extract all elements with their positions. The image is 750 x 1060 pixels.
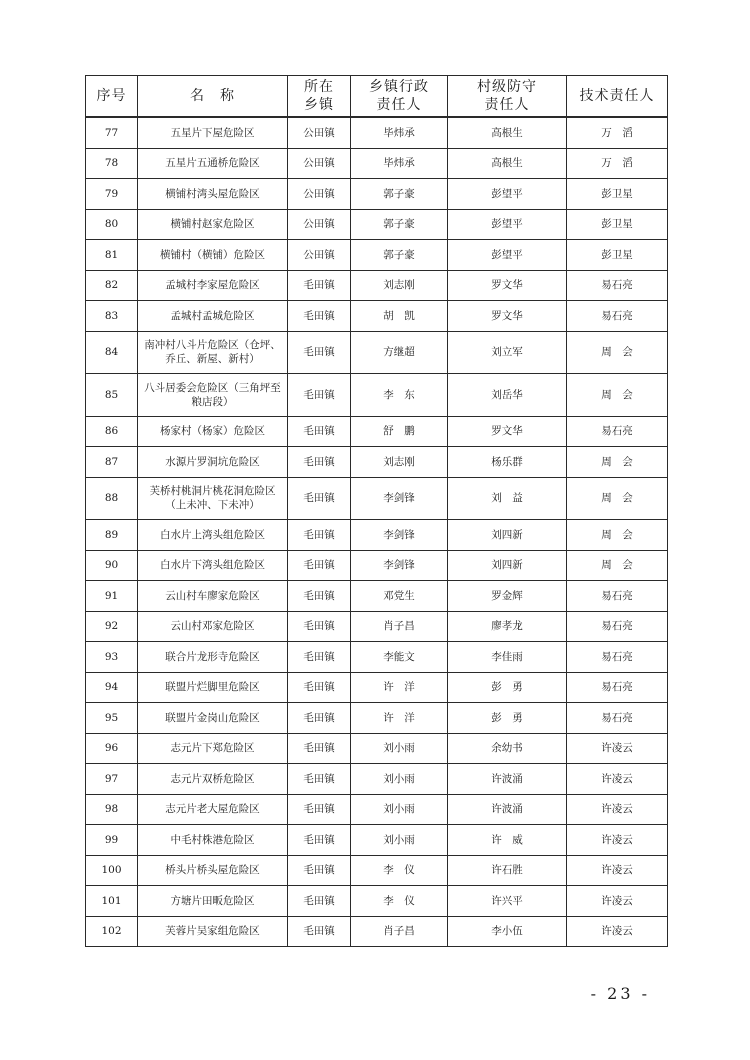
cell-town: 毛田镇 — [288, 886, 351, 917]
cell-village-officer: 李佳雨 — [448, 642, 567, 673]
cell-tech-officer: 易石亮 — [567, 672, 668, 703]
table-row — [86, 240, 668, 271]
table-row — [86, 117, 668, 148]
cell-town-officer: 刘志刚 — [351, 270, 448, 301]
cell-name: 云山村车廖家危险区 — [138, 581, 288, 612]
cell-name: 水源片罗洞坑危险区 — [138, 447, 288, 478]
cell-town-officer: 郭子豪 — [351, 179, 448, 210]
table-row — [86, 611, 668, 642]
cell-no: 93 — [86, 642, 138, 673]
table-row — [86, 916, 668, 947]
cell-village-officer: 彭望平 — [448, 209, 567, 240]
cell-town-officer: 李 仪 — [351, 886, 448, 917]
cell-tech-officer: 彭卫星 — [567, 209, 668, 240]
cell-name: 芙桥村桃洞片桃花洞危险区（上未冲、下未冲） — [138, 477, 288, 520]
cell-village-officer: 彭望平 — [448, 179, 567, 210]
cell-tech-officer: 易石亮 — [567, 642, 668, 673]
cell-town: 毛田镇 — [288, 416, 351, 447]
cell-town: 毛田镇 — [288, 477, 351, 520]
cell-town: 毛田镇 — [288, 331, 351, 374]
table-row — [86, 886, 668, 917]
cell-no: 82 — [86, 270, 138, 301]
cell-tech-officer: 周 会 — [567, 477, 668, 520]
cell-village-officer: 罗文华 — [448, 416, 567, 447]
cell-no: 100 — [86, 855, 138, 886]
cell-town-officer: 刘志刚 — [351, 447, 448, 478]
cell-name: 杨家村（杨家）危险区 — [138, 416, 288, 447]
table-row — [86, 764, 668, 795]
cell-name: 白水片下湾头组危险区 — [138, 550, 288, 581]
cell-tech-officer: 周 会 — [567, 550, 668, 581]
cell-no: 86 — [86, 416, 138, 447]
cell-village-officer: 彭望平 — [448, 240, 567, 271]
cell-name: 志元片双桥危险区 — [138, 764, 288, 795]
cell-town-officer: 邓党生 — [351, 581, 448, 612]
cell-tech-officer: 许凌云 — [567, 825, 668, 856]
cell-town-officer: 李 仪 — [351, 855, 448, 886]
cell-tech-officer: 易石亮 — [567, 581, 668, 612]
cell-tech-officer: 彭卫星 — [567, 240, 668, 271]
cell-town-officer: 许 洋 — [351, 672, 448, 703]
cell-town-officer: 胡 凯 — [351, 301, 448, 332]
cell-village-officer: 高根生 — [448, 148, 567, 179]
cell-name: 志元片下郑危险区 — [138, 733, 288, 764]
header-village-officer: 村级防守 责任人 — [448, 76, 567, 118]
cell-village-officer: 刘岳华 — [448, 374, 567, 417]
cell-town: 毛田镇 — [288, 916, 351, 947]
table-row — [86, 179, 668, 210]
cell-name: 横铺村（横铺）危险区 — [138, 240, 288, 271]
cell-name: 孟城村李家屋危险区 — [138, 270, 288, 301]
cell-tech-officer: 许凌云 — [567, 764, 668, 795]
table-row — [86, 642, 668, 673]
cell-village-officer: 许波涌 — [448, 764, 567, 795]
cell-name: 孟城村孟城危险区 — [138, 301, 288, 332]
table-header-row — [86, 76, 668, 118]
header-town: 所在 乡镇 — [288, 76, 351, 118]
table-body — [86, 117, 668, 947]
cell-village-officer: 彭 勇 — [448, 703, 567, 734]
cell-tech-officer: 许凌云 — [567, 794, 668, 825]
table-row — [86, 416, 668, 447]
cell-tech-officer: 周 会 — [567, 331, 668, 374]
cell-no: 83 — [86, 301, 138, 332]
cell-name: 五星片五通桥危险区 — [138, 148, 288, 179]
cell-town: 毛田镇 — [288, 520, 351, 551]
cell-tech-officer: 万 滔 — [567, 117, 668, 148]
cell-town-officer: 李剑锋 — [351, 477, 448, 520]
cell-tech-officer: 易石亮 — [567, 301, 668, 332]
cell-town-officer: 方继超 — [351, 331, 448, 374]
cell-town: 毛田镇 — [288, 733, 351, 764]
cell-town-officer: 毕炜承 — [351, 117, 448, 148]
cell-town: 毛田镇 — [288, 672, 351, 703]
cell-village-officer: 许波涌 — [448, 794, 567, 825]
table-row — [86, 331, 668, 374]
cell-no: 90 — [86, 550, 138, 581]
header-town-officer: 乡镇行政 责任人 — [351, 76, 448, 118]
cell-town-officer: 李剑锋 — [351, 520, 448, 551]
cell-tech-officer: 周 会 — [567, 374, 668, 417]
cell-town: 公田镇 — [288, 148, 351, 179]
cell-town-officer: 郭子豪 — [351, 209, 448, 240]
cell-name: 志元片老大屋危险区 — [138, 794, 288, 825]
table-row — [86, 703, 668, 734]
cell-no: 102 — [86, 916, 138, 947]
table-row — [86, 794, 668, 825]
cell-no: 89 — [86, 520, 138, 551]
cell-town: 毛田镇 — [288, 550, 351, 581]
cell-village-officer: 罗文华 — [448, 301, 567, 332]
cell-tech-officer: 周 会 — [567, 447, 668, 478]
table-row — [86, 374, 668, 417]
cell-town: 毛田镇 — [288, 374, 351, 417]
cell-town-officer: 肖子昌 — [351, 611, 448, 642]
cell-town-officer: 郭子豪 — [351, 240, 448, 271]
cell-name: 方塘片田畈危险区 — [138, 886, 288, 917]
danger-zone-table — [85, 75, 668, 947]
table-row — [86, 581, 668, 612]
cell-town: 毛田镇 — [288, 581, 351, 612]
cell-name: 联盟片烂脚里危险区 — [138, 672, 288, 703]
cell-no: 84 — [86, 331, 138, 374]
table-row — [86, 209, 668, 240]
cell-village-officer: 杨乐群 — [448, 447, 567, 478]
cell-name: 联盟片金岗山危险区 — [138, 703, 288, 734]
cell-name: 中毛村株港危险区 — [138, 825, 288, 856]
cell-town-officer: 刘小雨 — [351, 764, 448, 795]
cell-tech-officer: 易石亮 — [567, 611, 668, 642]
cell-name: 五星片下屋危险区 — [138, 117, 288, 148]
cell-no: 85 — [86, 374, 138, 417]
cell-name: 联合片龙形寺危险区 — [138, 642, 288, 673]
cell-town: 毛田镇 — [288, 611, 351, 642]
cell-town: 公田镇 — [288, 117, 351, 148]
header-no: 序号 — [86, 76, 138, 118]
table-row — [86, 447, 668, 478]
cell-village-officer: 许兴平 — [448, 886, 567, 917]
cell-tech-officer: 许凌云 — [567, 886, 668, 917]
cell-town: 毛田镇 — [288, 794, 351, 825]
cell-village-officer: 高根生 — [448, 117, 567, 148]
cell-no: 88 — [86, 477, 138, 520]
cell-no: 92 — [86, 611, 138, 642]
page-number: - 23 - — [590, 984, 650, 1003]
cell-no: 96 — [86, 733, 138, 764]
cell-village-officer: 余幼书 — [448, 733, 567, 764]
cell-tech-officer: 周 会 — [567, 520, 668, 551]
cell-no: 99 — [86, 825, 138, 856]
table-row — [86, 855, 668, 886]
cell-village-officer: 罗文华 — [448, 270, 567, 301]
cell-village-officer: 刘 益 — [448, 477, 567, 520]
cell-town: 公田镇 — [288, 240, 351, 271]
cell-town: 毛田镇 — [288, 301, 351, 332]
table-row — [86, 550, 668, 581]
cell-no: 94 — [86, 672, 138, 703]
table-row — [86, 301, 668, 332]
cell-no: 98 — [86, 794, 138, 825]
cell-no: 101 — [86, 886, 138, 917]
cell-no: 78 — [86, 148, 138, 179]
cell-town-officer: 许 洋 — [351, 703, 448, 734]
cell-village-officer: 刘四新 — [448, 550, 567, 581]
table-row — [86, 520, 668, 551]
cell-tech-officer: 许凌云 — [567, 916, 668, 947]
cell-no: 95 — [86, 703, 138, 734]
cell-no: 77 — [86, 117, 138, 148]
cell-town-officer: 刘小雨 — [351, 825, 448, 856]
cell-name: 南冲村八斗片危险区（仓坪、乔丘、新屋、新村） — [138, 331, 288, 374]
cell-town-officer: 刘小雨 — [351, 733, 448, 764]
cell-town-officer: 毕炜承 — [351, 148, 448, 179]
cell-town: 毛田镇 — [288, 270, 351, 301]
cell-town: 毛田镇 — [288, 703, 351, 734]
cell-village-officer: 许 威 — [448, 825, 567, 856]
cell-name: 白水片上湾头组危险区 — [138, 520, 288, 551]
table-row — [86, 270, 668, 301]
cell-village-officer: 彭 勇 — [448, 672, 567, 703]
cell-no: 79 — [86, 179, 138, 210]
cell-village-officer: 刘四新 — [448, 520, 567, 551]
cell-tech-officer: 彭卫星 — [567, 179, 668, 210]
cell-no: 81 — [86, 240, 138, 271]
table-row — [86, 477, 668, 520]
table-row — [86, 825, 668, 856]
header-tech-officer: 技术责任人 — [567, 76, 668, 118]
cell-no: 91 — [86, 581, 138, 612]
cell-tech-officer: 许凌云 — [567, 733, 668, 764]
cell-tech-officer: 易石亮 — [567, 703, 668, 734]
cell-town: 公田镇 — [288, 179, 351, 210]
table-row — [86, 148, 668, 179]
cell-name: 桥头片桥头屋危险区 — [138, 855, 288, 886]
cell-tech-officer: 易石亮 — [567, 416, 668, 447]
cell-town-officer: 肖子昌 — [351, 916, 448, 947]
cell-name: 云山村邓家危险区 — [138, 611, 288, 642]
cell-town: 毛田镇 — [288, 447, 351, 478]
cell-town: 公田镇 — [288, 209, 351, 240]
cell-tech-officer: 易石亮 — [567, 270, 668, 301]
cell-town-officer: 李能文 — [351, 642, 448, 673]
cell-village-officer: 许石胜 — [448, 855, 567, 886]
table-row — [86, 672, 668, 703]
cell-village-officer: 罗金辉 — [448, 581, 567, 612]
cell-no: 97 — [86, 764, 138, 795]
cell-town-officer: 李剑锋 — [351, 550, 448, 581]
cell-village-officer: 李小伍 — [448, 916, 567, 947]
cell-name: 芙蓉片吴家组危险区 — [138, 916, 288, 947]
cell-no: 87 — [86, 447, 138, 478]
cell-village-officer: 廖孝龙 — [448, 611, 567, 642]
cell-town-officer: 刘小雨 — [351, 794, 448, 825]
cell-village-officer: 刘立军 — [448, 331, 567, 374]
cell-town: 毛田镇 — [288, 764, 351, 795]
table-row — [86, 733, 668, 764]
cell-tech-officer: 许凌云 — [567, 855, 668, 886]
cell-name: 横铺村赵家危险区 — [138, 209, 288, 240]
cell-town: 毛田镇 — [288, 825, 351, 856]
cell-no: 80 — [86, 209, 138, 240]
cell-town-officer: 舒 鹏 — [351, 416, 448, 447]
cell-name: 横铺村湾头屋危险区 — [138, 179, 288, 210]
cell-town-officer: 李 东 — [351, 374, 448, 417]
cell-name: 八斗居委会危险区（三角坪至粮店段） — [138, 374, 288, 417]
header-name: 名 称 — [138, 76, 288, 118]
cell-town: 毛田镇 — [288, 642, 351, 673]
cell-tech-officer: 万 滔 — [567, 148, 668, 179]
cell-town: 毛田镇 — [288, 855, 351, 886]
